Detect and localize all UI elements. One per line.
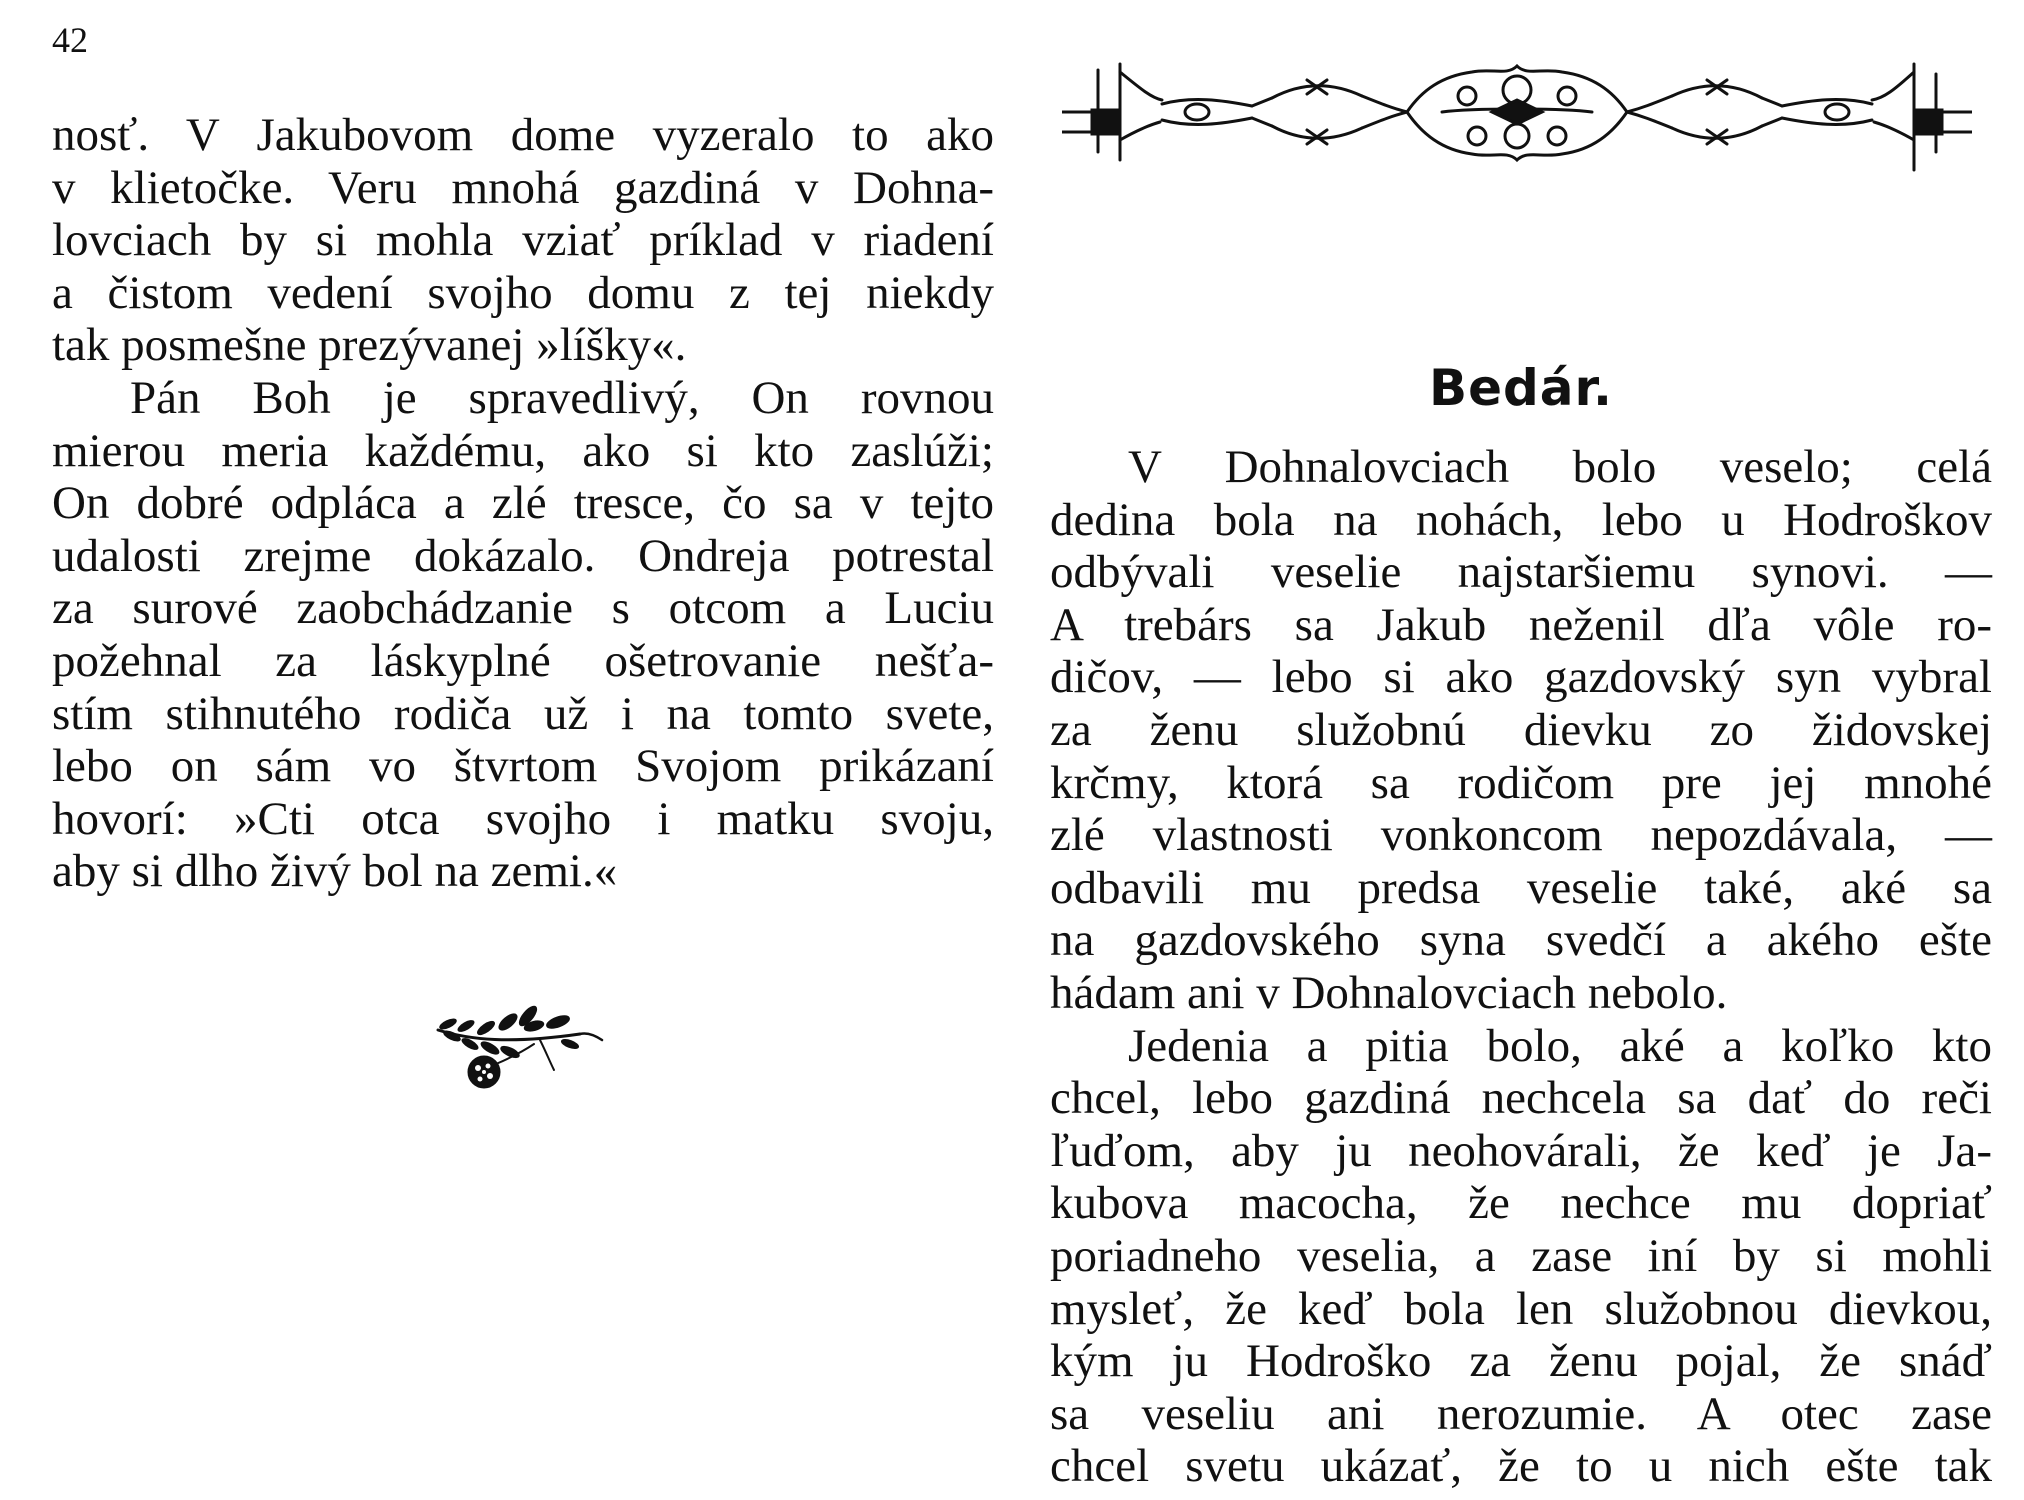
header-ornament-icon bbox=[1062, 60, 1972, 195]
text-line: hádam ani v Dohnalovciach nebolo. bbox=[1050, 966, 1728, 1019]
text-line: udalosti zrejme dokázalo. Ondreja potrestal bbox=[52, 529, 994, 582]
text-line: sa veseliu ani nerozumie. A otec zase bbox=[1050, 1387, 1992, 1440]
text-line: za ženu služobnú dievku zo židovskej bbox=[1050, 703, 1992, 756]
text-line: požehnal za láskyplné ošetrovanie nešťa- bbox=[52, 634, 994, 687]
text-line: chcel svetu ukázať, že to u nich ešte tak bbox=[1050, 1440, 1992, 1493]
text-line: tak posmešne prezývanej »líšky«. bbox=[52, 319, 687, 372]
text-line: mysleť, že keď bola len služobnou dievkou, bbox=[1050, 1282, 1992, 1335]
text-line: lovciach by si mohla vziať príklad v riadení bbox=[52, 214, 994, 267]
text-line: a čistom vedení svojho domu z tej niekdy bbox=[52, 266, 994, 319]
text-line: odbývali veselie najstaršiemu synovi. — bbox=[1050, 546, 1992, 599]
text-line: A trebárs sa Jakub neženil dľa vôle ro- bbox=[1050, 598, 1992, 651]
text-line: kým ju Hodroško za ženu pojal, že snáď bbox=[1050, 1335, 1992, 1388]
text-line: On dobré odpláca a zlé tresce, čo sa v tejto bbox=[52, 477, 994, 530]
paragraph bbox=[52, 109, 994, 372]
text-line: chcel, lebo gazdiná nechcela sa dať do reči bbox=[1050, 1072, 1992, 1125]
text-line: lebo on sám vo štvrtom Svojom prikázaní bbox=[52, 740, 994, 793]
text-line: poriadneho veselia, a zase iní by si mohli bbox=[1050, 1229, 1992, 1282]
flower-ornament-icon bbox=[430, 1000, 605, 1100]
chapter-title: Bedár. bbox=[1428, 359, 1614, 417]
text-line: zlé vlastnosti vonkoncom nepozdávala, — bbox=[1050, 809, 1992, 862]
text-line: mierou meria každému, ako si kto zaslúži; bbox=[52, 424, 994, 477]
text-line: krčmy, ktorá sa rodičom pre jej mnohé bbox=[1050, 756, 1992, 809]
text-line: za surové zaobchádzanie s otcom a Luciu bbox=[52, 582, 994, 635]
text-line: Pán Boh je spravedlivý, On rovnou bbox=[130, 371, 994, 424]
left-column bbox=[52, 109, 994, 898]
text-line: Jedenia a pitia bolo, aké a koľko kto bbox=[1128, 1019, 1992, 1072]
page-number: 42 bbox=[52, 20, 88, 60]
text-line: na gazdovského syna svedčí a akého ešte bbox=[1050, 914, 1992, 967]
text-line: aby si dlho živý bol na zemi.« bbox=[52, 845, 618, 898]
text-line: dedina bola na nohách, lebo u Hodroškov bbox=[1050, 493, 1992, 546]
text-line: dičov, — lebo si ako gazdovský syn vybral bbox=[1050, 651, 1992, 704]
right-column bbox=[1050, 441, 1992, 1493]
text-line: odbavili mu predsa veselie také, aké sa bbox=[1050, 861, 1992, 914]
text-line: kubova macocha, že nechce mu dopriať bbox=[1050, 1177, 1992, 1230]
text-line: nosť. V Jakubovom dome vyzeralo to ako bbox=[52, 109, 994, 161]
text-line: ľuďom, aby ju neohovárali, že keď je Ja- bbox=[1050, 1124, 1992, 1177]
text-line: stím stihnutého rodiča už i na tomto svete, bbox=[52, 687, 994, 740]
text-line: V Dohnalovciach bolo veselo; celá bbox=[1128, 441, 1992, 493]
paragraph bbox=[1050, 1020, 1992, 1493]
paragraph bbox=[52, 372, 994, 898]
text-line: v klietočke. Veru mnohá gazdiná v Dohna- bbox=[52, 161, 994, 214]
paragraph bbox=[1050, 441, 1992, 1020]
text-line: hovorí: »Cti otca svojho i matku svoju, bbox=[52, 792, 994, 845]
